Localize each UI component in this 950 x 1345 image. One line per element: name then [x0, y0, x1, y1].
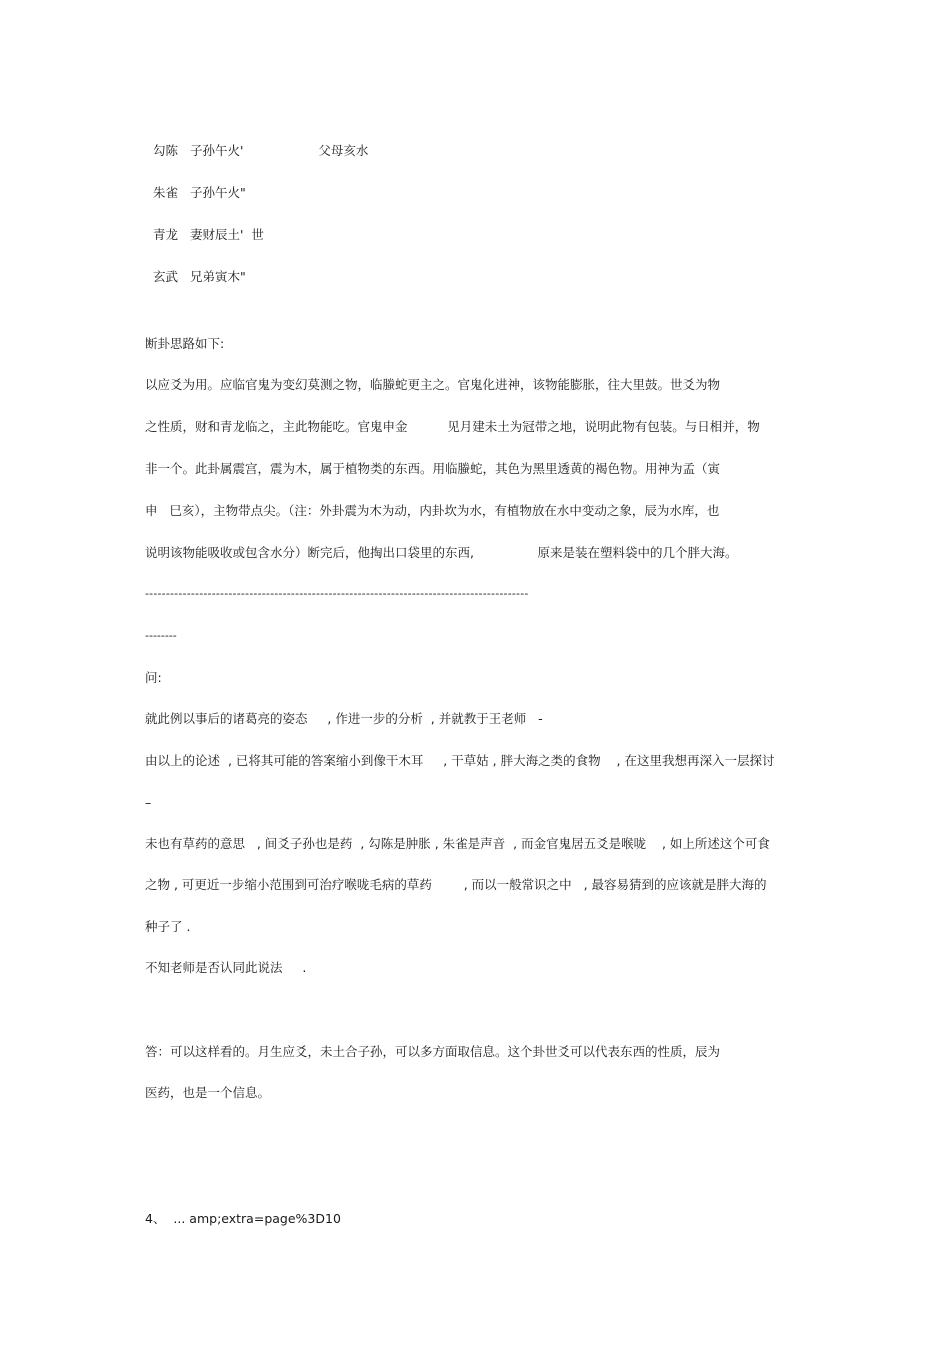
- divider-long: --------------------------------------------------------------------------------------------: [145, 587, 529, 600]
- six-god: 玄武: [152, 269, 178, 284]
- analysis-line-2: 之性质，财和青龙临之，主此物能吃。官鬼申金 见月建未土为冠带之地，说明此物有包装。与日相并，物: [145, 419, 760, 434]
- analysis-line-4: 申 巳亥），主物带点尖。（注：外卦震为木为动，内卦坎为水，有植物放在水中变动之象，辰为水库，也: [145, 503, 720, 518]
- line-text: 子孙午火': [189, 143, 244, 158]
- question-line-4: 未也有草药的意思 , 间爻子孙也是药 , 勾陈是肿胀 , 朱雀是声音 , 而金官鬼居五爻是喉咙 , 如上所述这个可食: [145, 836, 770, 851]
- analysis-line-1: 以应爻为用。应临官鬼为变幻莫测之物，临螣蛇更主之。官鬼化进神，该物能膨胀，往大里鼓。世爻为物: [145, 377, 721, 392]
- hexagram-row-3: [145, 211, 264, 243]
- question-line-6: 种子了 .: [145, 919, 191, 934]
- question-line-7: 不知老师是否认同此说法 .: [145, 960, 307, 975]
- line-text: 妻财辰土' 世: [189, 227, 264, 242]
- question-line-2: 由以上的论述 , 已将其可能的答案缩小到像干木耳 , 干草姑 , 胖大海之类的食物 , 在这里我想再深入一层探讨: [145, 753, 775, 768]
- divider-short: --------: [145, 629, 177, 642]
- six-god: 朱雀: [152, 185, 178, 200]
- changed-line: 父母亥水: [318, 143, 369, 158]
- question-line-3: –: [145, 795, 152, 810]
- six-god: 勾陈: [152, 143, 178, 158]
- analysis-heading: 断卦思路如下:: [145, 336, 225, 351]
- six-god: 青龙: [152, 227, 178, 242]
- question-label: 问:: [145, 670, 162, 685]
- question-line-1: 就此例以事后的诸葛亮的姿态 , 作进一步的分析 , 并就教于王老师 -: [145, 711, 543, 726]
- hexagram-row-1: [145, 127, 368, 159]
- footer-item: 4、 ... amp;extra=page%3D10: [145, 1211, 341, 1226]
- analysis-line-3: 非一个。此卦属震宫，震为木，属于植物类的东西。用临螣蛇，其色为黑里透黄的褐色物。用神为孟（寅: [145, 461, 721, 476]
- answer-line-2: 医药，也是一个信息。: [145, 1085, 271, 1100]
- line-text: 子孙午火": [189, 185, 246, 200]
- analysis-line-5: 说明该物能吸收或包含水分）断完后，他掏出口袋里的东西, 原来是装在塑料袋中的几个胖大海。: [145, 545, 738, 560]
- line-text: 兄弟寅木": [189, 269, 246, 284]
- question-line-5: 之物 , 可更近一步缩小范围到可治疗喉咙毛病的草药 , 而以一般常识之中 , 最容易猜到的应该就是胖大海的: [145, 877, 767, 892]
- hexagram-row-2: [145, 169, 246, 201]
- answer-line-1: 答：可以这样看的。月生应爻，未土合子孙，可以多方面取信息。这个卦世爻可以代表东西的性质，辰为: [145, 1044, 721, 1059]
- hexagram-row-4: [145, 253, 246, 285]
